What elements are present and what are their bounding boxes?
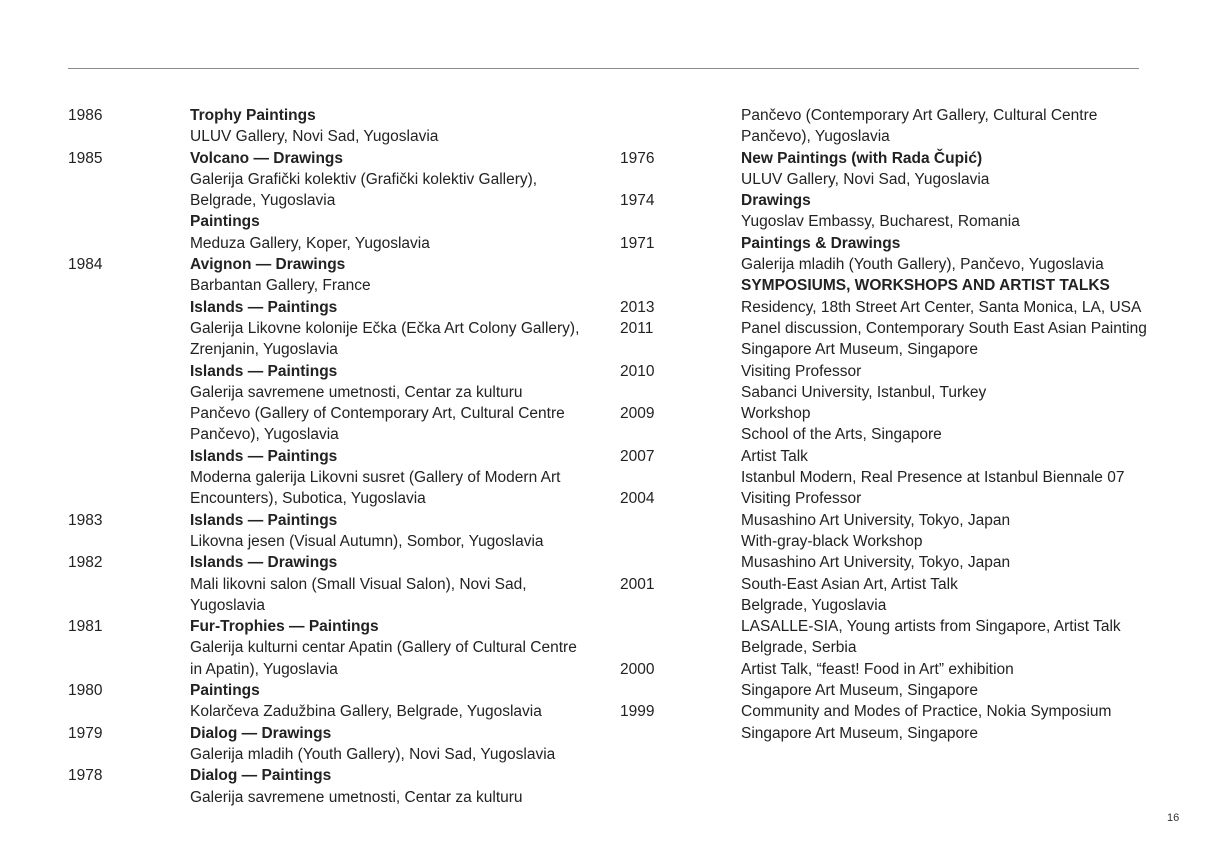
entry-year bbox=[620, 211, 741, 232]
entry-title: Islands — Paintings bbox=[190, 511, 338, 529]
entry-year: 2010 bbox=[620, 362, 655, 380]
entry-title: Trophy Paintings bbox=[190, 107, 316, 124]
entry-detail: Singapore Art Museum, Singapore bbox=[741, 724, 978, 742]
entry-year bbox=[68, 382, 190, 403]
entry-detail: Belgrade, Serbia bbox=[741, 639, 857, 657]
entry-year bbox=[68, 297, 190, 318]
entry-detail: in Apatin), Yugoslavia bbox=[190, 660, 338, 678]
entry-row bbox=[620, 148, 1180, 169]
entry-year bbox=[68, 233, 190, 254]
entry-year bbox=[68, 488, 190, 509]
entry-row bbox=[68, 787, 608, 808]
entry-detail: Belgrade, Yugoslavia bbox=[741, 596, 887, 614]
entry-year bbox=[620, 339, 741, 360]
entry-row bbox=[620, 254, 1180, 275]
entry-year: 2013 bbox=[620, 298, 655, 316]
entry-row bbox=[68, 637, 608, 658]
entry-year bbox=[68, 126, 190, 147]
entry-year: 1985 bbox=[68, 149, 103, 167]
entry-row bbox=[620, 105, 1180, 126]
entry-detail: Sabanci University, Istanbul, Turkey bbox=[741, 383, 987, 401]
entry-year bbox=[68, 275, 190, 296]
entry-year: 1978 bbox=[68, 767, 103, 785]
entry-year bbox=[68, 318, 190, 339]
entry-year: 1981 bbox=[68, 618, 103, 636]
entry-row bbox=[68, 701, 608, 722]
entry-detail: Pančevo), Yugoslavia bbox=[190, 426, 339, 444]
entry-title: Dialog — Drawings bbox=[190, 724, 332, 742]
entry-row bbox=[620, 318, 1180, 339]
entry-row bbox=[620, 275, 1180, 296]
entry-year: 1986 bbox=[68, 107, 103, 124]
entry-title: Paintings bbox=[190, 213, 260, 231]
entry-year bbox=[68, 637, 190, 658]
entry-title: Avignon — Drawings bbox=[190, 256, 346, 274]
entry-row bbox=[68, 574, 608, 595]
entry-row bbox=[620, 701, 1180, 722]
entry-detail: Encounters), Subotica, Yugoslavia bbox=[190, 490, 426, 508]
entry-detail: Galerija Likovne kolonije Ečka (Ečka Art Colony Gallery), bbox=[190, 319, 580, 337]
entry-title: Dialog — Paintings bbox=[190, 767, 332, 785]
entry-year bbox=[620, 637, 741, 658]
entry-year bbox=[620, 126, 741, 147]
entry-title: Paintings bbox=[190, 682, 260, 700]
entry-row bbox=[68, 765, 608, 786]
entry-row bbox=[68, 339, 608, 360]
entry-detail: Galerija mladih (Youth Gallery), Novi Sad, Yugoslavia bbox=[190, 745, 556, 763]
entry-detail: Workshop bbox=[741, 405, 811, 423]
entry-year bbox=[620, 254, 741, 275]
entry-year bbox=[620, 169, 741, 190]
entry-year bbox=[620, 510, 741, 531]
entry-year bbox=[620, 680, 741, 701]
entry-year: 1984 bbox=[68, 256, 103, 274]
entry-year: 1999 bbox=[620, 703, 655, 721]
entry-row bbox=[68, 190, 608, 211]
entry-year bbox=[68, 787, 190, 808]
entry-row bbox=[620, 211, 1180, 232]
entry-row bbox=[68, 361, 608, 382]
header-rule bbox=[68, 68, 1139, 69]
entry-row bbox=[68, 382, 608, 403]
entry-row bbox=[620, 680, 1180, 701]
entry-year bbox=[68, 659, 190, 680]
entry-row bbox=[620, 339, 1180, 360]
entry-detail: Artist Talk bbox=[741, 447, 808, 465]
entry-row bbox=[68, 105, 608, 126]
entry-row bbox=[68, 616, 608, 637]
entry-title: Fur-Trophies — Paintings bbox=[190, 618, 379, 636]
entry-row bbox=[620, 382, 1180, 403]
entry-year bbox=[620, 723, 741, 744]
entry-year bbox=[620, 424, 741, 445]
entry-year bbox=[620, 105, 741, 126]
entry-year bbox=[68, 531, 190, 552]
entry-detail: Galerija savremene umetnosti, Centar za kulturu bbox=[190, 788, 523, 806]
entry-detail: Residency, 18th Street Art Center, Santa Monica, LA, USA bbox=[741, 298, 1142, 316]
entry-detail: Barbantan Gallery, France bbox=[190, 277, 371, 295]
entry-row bbox=[68, 233, 608, 254]
entry-detail: Panel discussion, Contemporary South East Asian Painting bbox=[741, 319, 1147, 337]
entry-year: 2000 bbox=[620, 660, 655, 678]
entry-detail: South-East Asian Art, Artist Talk bbox=[741, 575, 958, 593]
entry-detail: School of the Arts, Singapore bbox=[741, 426, 942, 444]
entry-detail: Zrenjanin, Yugoslavia bbox=[190, 341, 338, 359]
entry-year: 1976 bbox=[620, 149, 655, 167]
entry-year: 1983 bbox=[68, 511, 103, 529]
entry-detail: Yugoslav Embassy, Bucharest, Romania bbox=[741, 213, 1020, 231]
entry-year bbox=[68, 424, 190, 445]
entry-row bbox=[68, 659, 608, 680]
entry-title: SYMPOSIUMS, WORKSHOPS AND ARTIST TALKS bbox=[741, 277, 1110, 295]
entry-row bbox=[68, 552, 608, 573]
entry-year bbox=[68, 361, 190, 382]
entry-year bbox=[620, 531, 741, 552]
entry-row bbox=[68, 531, 608, 552]
entry-detail: Artist Talk, “feast! Food in Art” exhibition bbox=[741, 660, 1014, 678]
entry-title: Drawings bbox=[741, 192, 811, 210]
left-column bbox=[68, 105, 608, 808]
entry-year: 1980 bbox=[68, 682, 103, 700]
entry-row bbox=[620, 190, 1180, 211]
entry-row bbox=[620, 169, 1180, 190]
entry-row bbox=[620, 510, 1180, 531]
entry-year bbox=[68, 744, 190, 765]
entry-title: Islands — Paintings bbox=[190, 298, 338, 316]
entry-detail: Community and Modes of Practice, Nokia Symposium bbox=[741, 703, 1112, 721]
entry-detail: Yugoslavia bbox=[190, 596, 265, 614]
entry-row bbox=[620, 616, 1180, 637]
entry-detail: Pančevo), Yugoslavia bbox=[741, 128, 890, 146]
entry-year bbox=[68, 574, 190, 595]
entry-row bbox=[68, 254, 608, 275]
entry-year bbox=[68, 595, 190, 616]
entry-row bbox=[620, 446, 1180, 467]
entry-detail: Istanbul Modern, Real Presence at Istanbul Biennale 07 bbox=[741, 469, 1125, 487]
entry-row bbox=[68, 297, 608, 318]
entry-detail: Singapore Art Museum, Singapore bbox=[741, 682, 978, 700]
entry-detail: Musashino Art University, Tokyo, Japan bbox=[741, 511, 1011, 529]
entry-detail: ULUV Gallery, Novi Sad, Yugoslavia bbox=[741, 170, 990, 188]
entry-row bbox=[68, 211, 608, 232]
entry-row bbox=[620, 467, 1180, 488]
entry-title: Islands — Drawings bbox=[190, 554, 338, 572]
entry-detail: Galerija Grafički kolektiv (Grafički kolektiv Gallery), bbox=[190, 170, 538, 188]
entry-year bbox=[620, 467, 741, 488]
entry-year bbox=[620, 552, 741, 573]
entry-detail: Singapore Art Museum, Singapore bbox=[741, 341, 978, 359]
entry-year: 1974 bbox=[620, 192, 655, 210]
entry-year: 1971 bbox=[620, 234, 655, 252]
entry-row bbox=[620, 659, 1180, 680]
entry-year: 2004 bbox=[620, 490, 655, 508]
entry-row bbox=[620, 552, 1180, 573]
entry-year: 2007 bbox=[620, 447, 655, 465]
entry-title: Islands — Paintings bbox=[190, 362, 338, 380]
entry-row bbox=[620, 297, 1180, 318]
entry-year bbox=[68, 339, 190, 360]
entry-detail: Kolarčeva Zadužbina Gallery, Belgrade, Yugoslavia bbox=[190, 703, 542, 721]
entry-detail: Mali likovni salon (Small Visual Salon), Novi Sad, bbox=[190, 575, 527, 593]
entry-detail: Galerija kulturni centar Apatin (Gallery of Cultural Centre bbox=[190, 639, 577, 657]
entry-year bbox=[68, 446, 190, 467]
entry-year bbox=[68, 211, 190, 232]
entry-year: 2011 bbox=[620, 319, 654, 337]
entry-year: 2001 bbox=[620, 575, 655, 593]
entry-row bbox=[620, 531, 1180, 552]
entry-year bbox=[620, 595, 741, 616]
entry-detail: Likovna jesen (Visual Autumn), Sombor, Yugoslavia bbox=[190, 532, 544, 550]
entry-row bbox=[620, 424, 1180, 445]
entry-row bbox=[68, 488, 608, 509]
entry-row bbox=[68, 446, 608, 467]
entry-row bbox=[620, 637, 1180, 658]
entry-row bbox=[620, 361, 1180, 382]
entry-row bbox=[68, 126, 608, 147]
entry-detail: LASALLE-SIA, Young artists from Singapore, Artist Talk bbox=[741, 618, 1121, 636]
entry-row bbox=[68, 424, 608, 445]
entry-detail: Musashino Art University, Tokyo, Japan bbox=[741, 554, 1011, 572]
entry-row bbox=[68, 403, 608, 424]
entry-row bbox=[620, 723, 1180, 744]
entry-row bbox=[620, 126, 1180, 147]
entry-row bbox=[68, 510, 608, 531]
entry-title: Volcano — Drawings bbox=[190, 149, 344, 167]
entry-year: 1979 bbox=[68, 724, 103, 742]
entry-detail: Visiting Professor bbox=[741, 362, 862, 380]
entry-row bbox=[68, 723, 608, 744]
right-column bbox=[620, 105, 1180, 744]
entry-detail: Belgrade, Yugoslavia bbox=[190, 192, 336, 210]
entry-year bbox=[68, 403, 190, 424]
entry-row bbox=[68, 744, 608, 765]
entry-row bbox=[68, 595, 608, 616]
entry-row bbox=[620, 488, 1180, 509]
entry-detail: Pančevo (Gallery of Contemporary Art, Cultural Centre bbox=[190, 405, 565, 423]
entry-detail: Pančevo (Contemporary Art Gallery, Cultural Centre bbox=[741, 107, 1098, 124]
entry-title: New Paintings (with Rada Čupić) bbox=[741, 149, 983, 167]
entry-row bbox=[68, 467, 608, 488]
entry-title: Islands — Paintings bbox=[190, 447, 338, 465]
entry-detail: Galerija mladih (Youth Gallery), Pančevo, Yugoslavia bbox=[741, 256, 1104, 274]
entry-year bbox=[68, 169, 190, 190]
entry-year bbox=[68, 467, 190, 488]
entry-year bbox=[68, 701, 190, 722]
entry-year: 2009 bbox=[620, 405, 655, 423]
entry-row bbox=[620, 574, 1180, 595]
entry-row bbox=[68, 148, 608, 169]
entry-year bbox=[620, 616, 741, 637]
entry-title: Paintings & Drawings bbox=[741, 234, 901, 252]
entry-row bbox=[68, 275, 608, 296]
entry-detail: Moderna galerija Likovni susret (Gallery of Modern Art bbox=[190, 469, 561, 487]
entry-row bbox=[620, 595, 1180, 616]
entry-row bbox=[68, 169, 608, 190]
entry-detail: Galerija savremene umetnosti, Centar za kulturu bbox=[190, 383, 523, 401]
entry-row bbox=[620, 233, 1180, 254]
entry-detail: Visiting Professor bbox=[741, 490, 862, 508]
entry-detail: ULUV Gallery, Novi Sad, Yugoslavia bbox=[190, 128, 439, 146]
entry-year bbox=[620, 382, 741, 403]
entry-year: 1982 bbox=[68, 554, 103, 572]
page-number: 16 bbox=[1167, 812, 1180, 824]
entry-year bbox=[68, 190, 190, 211]
entry-detail: With-gray-black Workshop bbox=[741, 532, 923, 550]
entry-row bbox=[68, 680, 608, 701]
entry-row bbox=[620, 403, 1180, 424]
entry-year bbox=[620, 275, 741, 296]
entry-row bbox=[68, 318, 608, 339]
entry-detail: Meduza Gallery, Koper, Yugoslavia bbox=[190, 234, 430, 252]
